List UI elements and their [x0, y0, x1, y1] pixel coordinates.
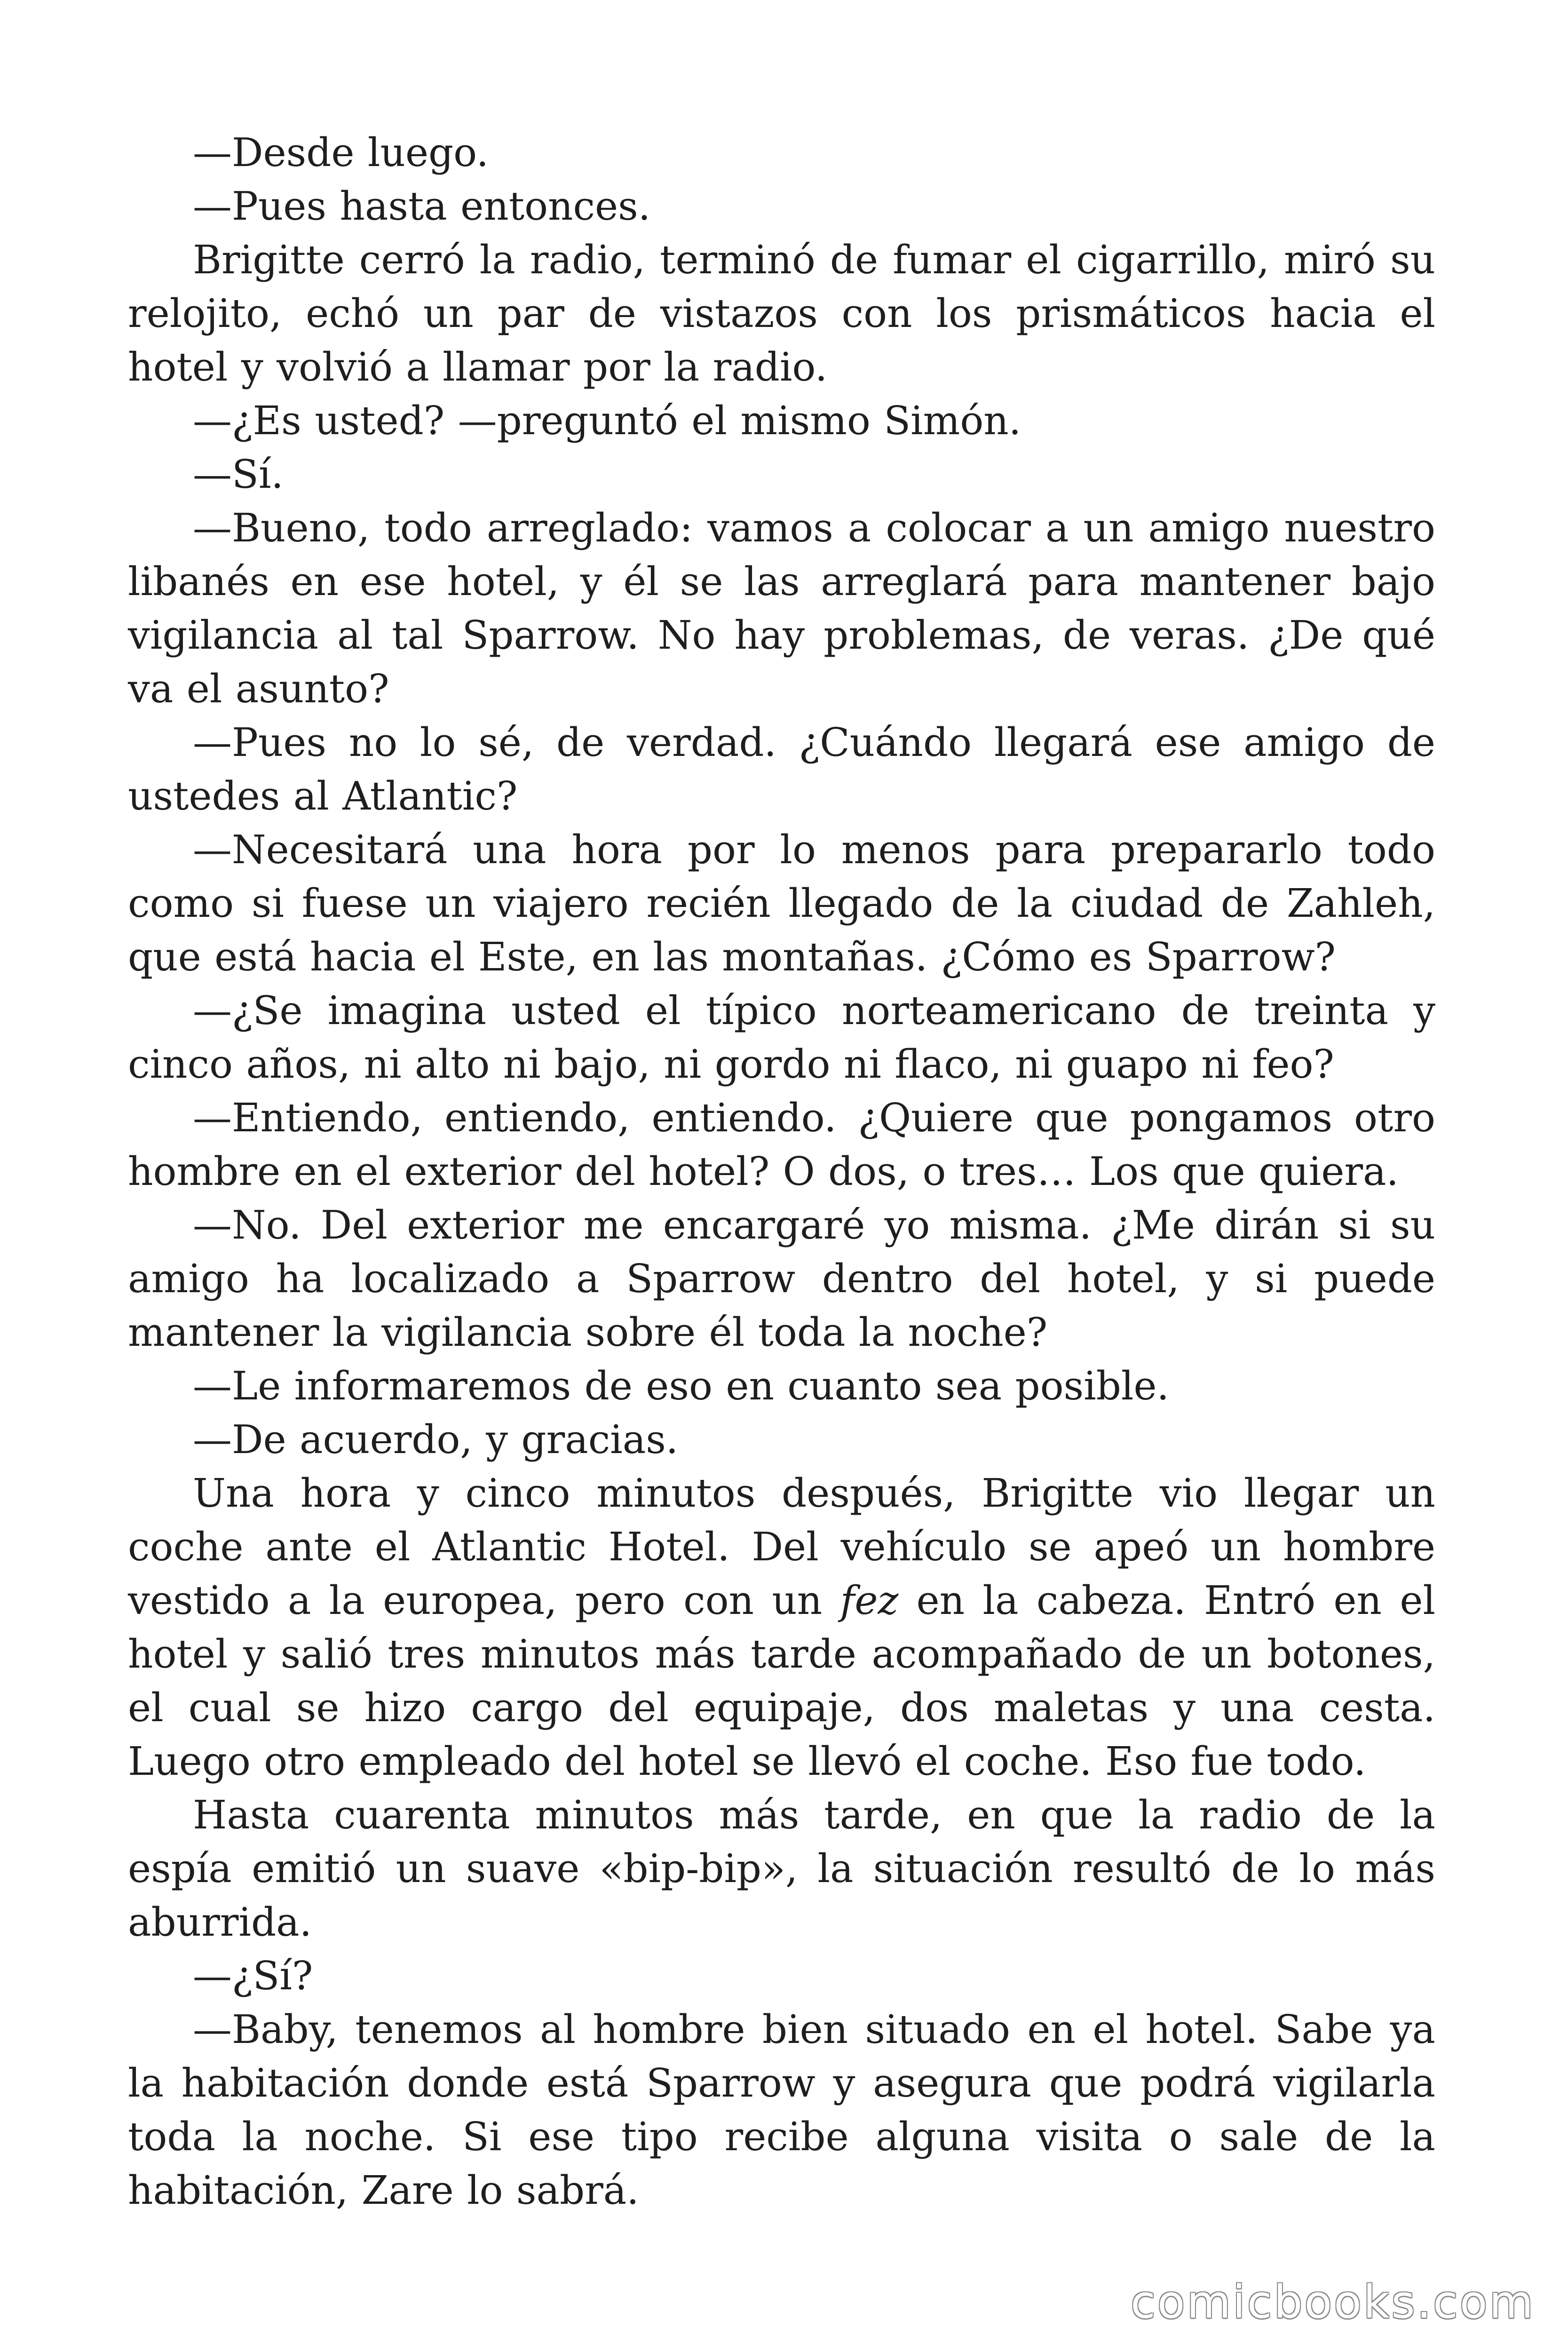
paragraph-text: Una hora y cinco minutos después, Brigitte vio llegar un coche ante el Atlantic Hotel. Del vehículo se apeó un hombre vestido a la europea, pero con un	[128, 1470, 1435, 1623]
paragraph: —Sí.	[193, 452, 284, 497]
paragraph: —¿Sí?	[193, 1953, 313, 1999]
paragraph: —De acuerdo, y gracias.	[193, 1417, 679, 1462]
paragraph-text: en la cabeza. Entró en el hotel y salió tres minutos más tarde acompañado de un botones, el cual se hizo cargo del equipaje, dos maletas y una cesta. Luego otro empleado del hotel se llevó el coche. Eso fue todo.	[128, 1578, 1435, 1784]
watermark: comicbooks.com	[1130, 2276, 1535, 2328]
page-text	[128, 126, 1435, 2217]
paragraph: —No. Del exterior me encargaré yo misma. ¿Me dirán si su amigo ha localizado a Sparrow dentro del hotel, y si puede mantener la vigilancia sobre él toda la noche?	[128, 1202, 1435, 1355]
paragraph: —¿Es usted? —preguntó el mismo Simón.	[193, 398, 1022, 444]
paragraph: —Le informaremos de eso en cuanto sea posible.	[193, 1363, 1169, 1409]
italic-word: fez	[840, 1578, 899, 1623]
paragraph: —Pues no lo sé, de verdad. ¿Cuándo llegará ese amigo de ustedes al Atlantic?	[128, 720, 1435, 819]
paragraph: Brigitte cerró la radio, terminó de fumar el cigarrillo, miró su relojito, echó un par de vistazos con los prismáticos hacia el hotel y volvió a llamar por la radio.	[128, 237, 1435, 390]
paragraph: —Desde luego.	[193, 130, 489, 175]
paragraph: Hasta cuarenta minutos más tarde, en que la radio de la espía emitió un suave «bip-bip», la situación resultó de lo más aburrida.	[128, 1792, 1435, 1945]
paragraph: —Entiendo, entiendo, entiendo. ¿Quiere que pongamos otro hombre en el exterior del hotel? O dos, o tres… Los que quiera.	[128, 1095, 1435, 1194]
paragraph: —Pues hasta entonces.	[193, 183, 651, 229]
paragraph: —Bueno, todo arreglado: vamos a colocar a un amigo nuestro libanés en ese hotel, y él se las arreglará para mantener bajo vigilancia al tal Sparrow. No hay problemas, de veras. ¿De qué va el asunto?	[128, 505, 1435, 712]
paragraph: —Necesitará una hora por lo menos para prepararlo todo como si fuese un viajero recién llegado de la ciudad de Zahleh, que está hacia el Este, en las montañas. ¿Cómo es Sparrow?	[128, 827, 1435, 980]
paragraph: —¿Se imagina usted el típico norteamericano de treinta y cinco años, ni alto ni bajo, ni gordo ni flaco, ni guapo ni feo?	[128, 988, 1435, 1087]
paragraph: —Baby, tenemos al hombre bien situado en el hotel. Sabe ya la habitación donde está Sparrow y asegura que podrá vigilarla toda la noche. Si ese tipo recibe alguna visita o sale de la habitación, Zare lo sabrá.	[128, 2007, 1435, 2213]
paragraph	[128, 1467, 1435, 1788]
